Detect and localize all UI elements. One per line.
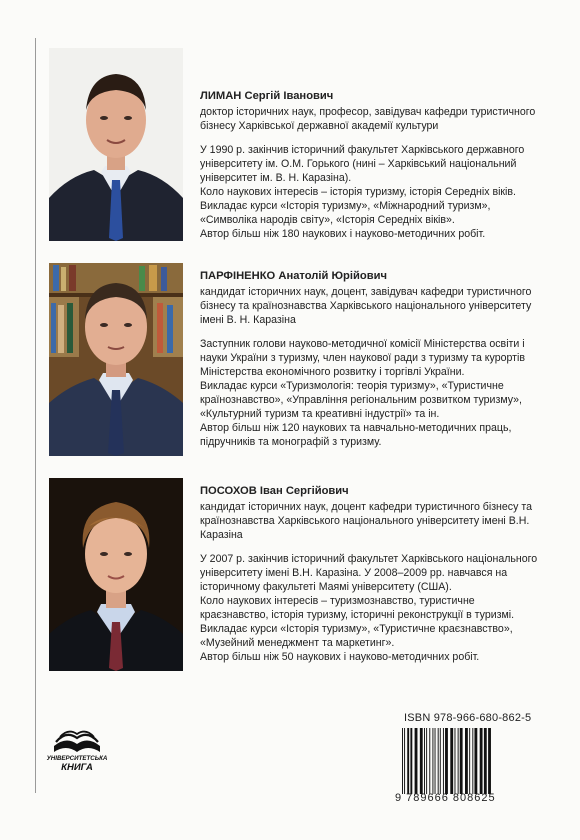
barcode-bar: [410, 728, 412, 794]
bio-paragraph: Коло наукових інтересів – історія туризму, історія Середніх віків.: [200, 186, 516, 198]
barcode-bar: [480, 728, 483, 794]
left-divider-line: [35, 38, 36, 793]
author-title: кандидат історичних наук, доцент кафедри туристичного бізнесу та країнознавства Харківського національного університету імені В.Н. Каразіна: [200, 501, 532, 541]
author-photo-lyman: [49, 48, 183, 241]
barcode-bar: [474, 728, 477, 794]
isbn-label: ISBN 978-966-680-862-5: [404, 712, 532, 724]
bio-paragraph: Викладає курси «Туризмологія: теорія туризму», «Туристичне країнознавство», «Управління регіональним розвитком туризму», «Культурний туризм та креативні індустрії» та ін.: [200, 380, 522, 420]
barcode-bar: [426, 728, 427, 794]
author-bio-posokhov: [200, 484, 540, 664]
bio-paragraph: Коло наукових інтересів – туризмознавство, туристичне краєзнавство, історія туризму, історичні реконструкції в туризмі.: [200, 595, 515, 621]
publisher-logo: [46, 722, 108, 772]
barcode-bar: [460, 728, 463, 794]
barcode-bar: [429, 728, 430, 794]
barcode-bar: [404, 728, 405, 794]
barcode-bar: [469, 728, 470, 794]
bio-paragraph: Автор більш ніж 120 наукових та навчально-методичних праць, підручників та монографій з туризму.: [200, 422, 512, 448]
publisher-logo-line2: КНИГА: [61, 762, 93, 772]
author-name: ПОСОХОВ Іван Сергійович: [200, 485, 349, 497]
barcode-bar: [432, 728, 433, 794]
bio-paragraph: Автор більш ніж 180 наукових і науково-методичних робіт.: [200, 228, 486, 240]
barcode-bar: [488, 728, 491, 794]
barcode-bar: [443, 728, 444, 794]
author-photo-parfinenko: [49, 263, 183, 456]
barcode-bar: [484, 728, 487, 794]
barcode-bar: [440, 728, 441, 794]
open-book-icon: [54, 732, 100, 752]
bio-paragraph: Заступник голови науково-методичної комісії Міністерства освіти і науки України з туризму, член наукової ради з туризму та курортів Міністерства економічного розвитку і торгівлі України.: [200, 338, 525, 378]
barcode-bar: [407, 728, 409, 794]
bio-paragraph: Автор більш ніж 50 наукових і науково-методичних робіт.: [200, 651, 480, 663]
barcode-bar: [438, 728, 439, 794]
bio-paragraph: У 1990 р. закінчив історичний факультет Харківського державного університету ім. О.М. Горького (нині – Харківський національний університет ім. В. Н. Каразіна).: [200, 144, 525, 184]
author-name: ПАРФІНЕНКО Анатолій Юрійович: [200, 270, 387, 282]
author-photo-posokhov: [49, 478, 183, 671]
author-bio-lyman: [200, 89, 540, 241]
barcode-bar: [402, 728, 403, 794]
author-bio-parfinenko: [200, 269, 540, 449]
barcode-digits: 9 789666 808625: [395, 792, 496, 804]
bio-paragraph: У 2007 р. закінчив історичний факультет Харківського національного університету імені В.Н. Каразіна. У 2008–2009 рр. навчався на історичному факультеті Маямі університету (США).: [200, 553, 538, 593]
barcode-bar: [465, 728, 468, 794]
author-title: кандидат історичних наук, доцент, завідувач кафедри туристичного бізнесу та країнознавства Харківського національного університету імені В. Н. Каразіна: [200, 286, 532, 326]
bio-paragraph: Викладає курси «Історія туризму», «Туристичне краєзнавство», «Музейний менеджмент та маркетинг».: [200, 623, 513, 649]
barcode-bar: [435, 728, 436, 794]
barcode-bar: [472, 728, 473, 794]
barcode-bar: [458, 728, 459, 794]
bio-paragraph: Викладає курси «Історія туризму», «Міжнародний туризм», «Символіка народів світу», «Історія Середніх віків».: [200, 200, 491, 226]
barcode-bar: [420, 728, 423, 794]
barcode-bar: [455, 728, 456, 794]
barcode: [400, 728, 534, 794]
publisher-logo-line1: УНІВЕРСИТЕТСЬКА: [46, 755, 108, 762]
barcode-bar: [415, 728, 418, 794]
barcode-bar: [445, 728, 448, 794]
author-name: ЛИМАН Сергій Іванович: [200, 90, 334, 102]
barcode-bar: [450, 728, 453, 794]
author-title: доктор історичних наук, професор, завідувач кафедри туристичного бізнесу Харківської державної академії культури: [200, 106, 536, 132]
barcode-bar: [424, 728, 425, 794]
